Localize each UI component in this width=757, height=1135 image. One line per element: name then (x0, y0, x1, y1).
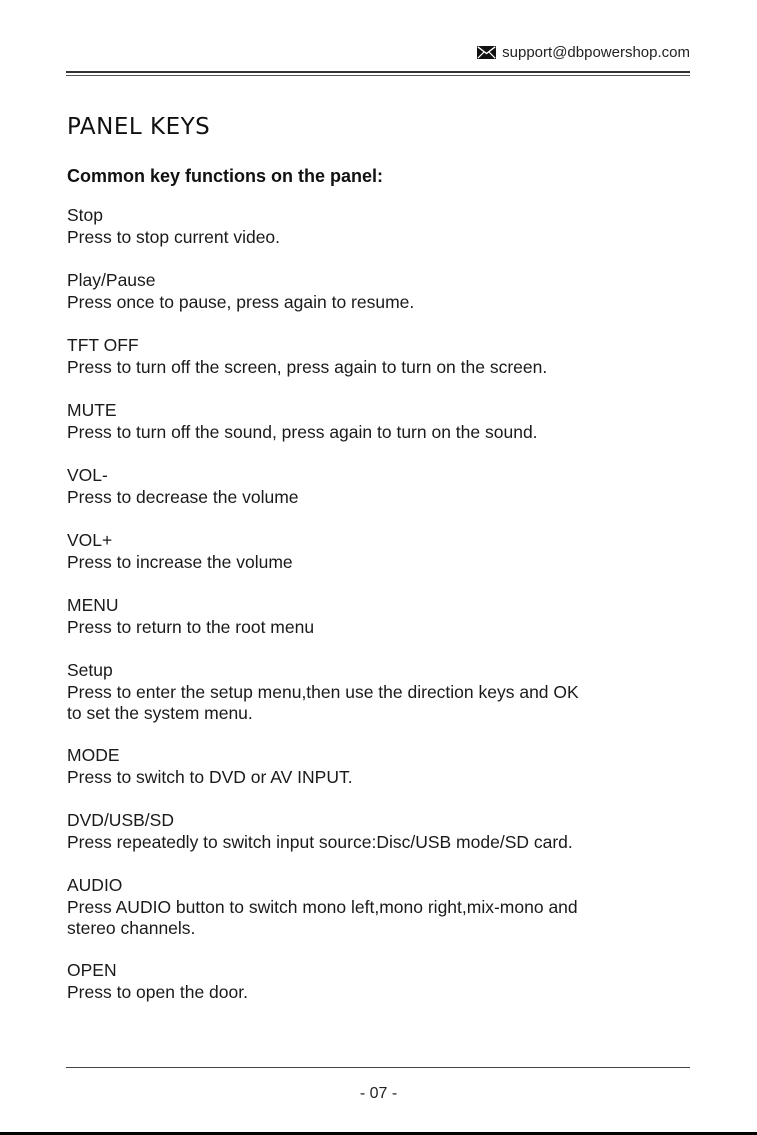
key-entry-audio (67, 875, 697, 960)
section-subtitle: Common key functions on the panel: (67, 166, 384, 186)
key-name: MODE (67, 745, 120, 765)
key-description: Press to return to the root menu (67, 616, 315, 637)
footer-divider (66, 1067, 690, 1068)
key-entry-vol-down (67, 465, 697, 530)
key-description: Press to open the door. (67, 981, 248, 1002)
key-entry-tft-off (67, 335, 697, 400)
key-list (67, 205, 697, 1025)
key-description: Press to switch to DVD or AV INPUT. (67, 766, 353, 787)
key-description: Press to decrease the volume (67, 486, 299, 507)
envelope-icon (477, 46, 496, 59)
key-description: Press AUDIO button to switch mono left,mono right,mix-mono and stereo channels. (67, 896, 578, 938)
key-name: DVD/USB/SD (67, 810, 174, 830)
page-number: - 07 - (359, 1085, 398, 1102)
key-name: VOL- (67, 465, 108, 485)
header-divider-thin (66, 75, 690, 76)
key-description: Press to stop current video. (67, 226, 281, 247)
key-name: MUTE (67, 400, 117, 420)
key-name: Setup (67, 660, 113, 680)
key-name: AUDIO (67, 875, 123, 895)
key-name: VOL+ (67, 530, 113, 550)
key-description: Press to turn off the screen, press again to turn on the screen. (67, 356, 548, 377)
key-entry-setup (67, 660, 697, 745)
support-email: support@dbpowershop.com (502, 44, 690, 61)
key-entry-dvd-usb-sd (67, 810, 697, 875)
key-name: TFT OFF (67, 335, 139, 355)
key-entry-vol-up (67, 530, 697, 595)
key-entry-stop (67, 205, 697, 270)
key-description: Press repeatedly to switch input source:Disc/USB mode/SD card. (67, 831, 573, 852)
key-name: OPEN (67, 960, 117, 980)
key-name: MENU (67, 595, 119, 615)
key-entry-mute (67, 400, 697, 465)
page-header (477, 44, 690, 61)
page-title: PANEL KEYS (67, 114, 211, 140)
key-description: Press once to pause, press again to resume. (67, 291, 415, 312)
key-description: Press to increase the volume (67, 551, 293, 572)
key-description: Press to enter the setup menu,then use the direction keys and OK to set the system menu. (67, 681, 579, 723)
header-divider (66, 71, 690, 73)
key-entry-mode (67, 745, 697, 810)
key-name: Stop (67, 205, 103, 225)
key-entry-open (67, 960, 697, 1025)
key-description: Press to turn off the sound, press again to turn on the sound. (67, 421, 538, 442)
key-name: Play/Pause (67, 270, 156, 290)
key-entry-play-pause (67, 270, 697, 335)
key-entry-menu (67, 595, 697, 660)
